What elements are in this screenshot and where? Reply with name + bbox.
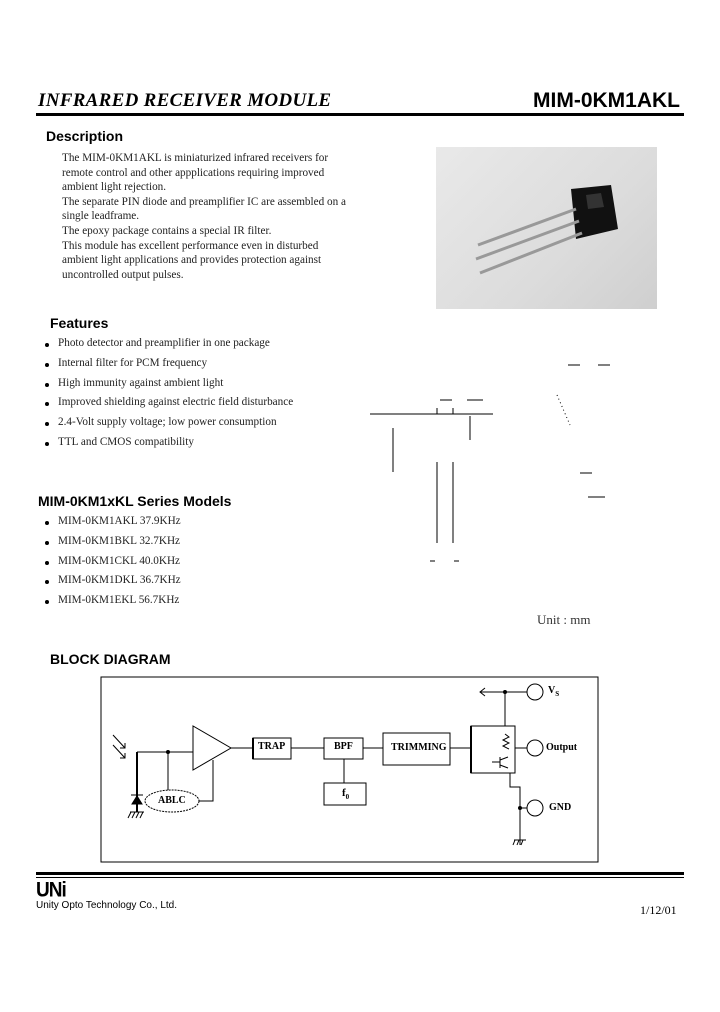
product-photo [436, 147, 657, 309]
unit-label: Unit : mm [537, 612, 591, 627]
list-item: Improved shielding against electric field disturbance [44, 396, 293, 416]
list-item: High immunity against ambient light [44, 377, 293, 397]
list-item: MIM-0KM1BKL 32.7KHz [44, 535, 181, 555]
footer-rule-thin [36, 877, 684, 878]
dimension-drawing [330, 360, 650, 610]
features-list [44, 337, 293, 456]
diagram-frame [101, 677, 598, 862]
gnd-label: GND [549, 802, 572, 813]
series-list [44, 515, 181, 614]
company-name: Unity Opto Technology Co., Ltd. [36, 900, 178, 911]
ablc-label: ABLC [158, 795, 186, 806]
f0-text: f [342, 787, 346, 799]
footer-rule [36, 872, 684, 875]
list-item: MIM-0KM1EKL 56.7KHz [44, 594, 181, 614]
vs-label [548, 685, 559, 698]
amplifier-icon [193, 726, 231, 770]
series-heading: MIM-0KM1xKL Series Models [38, 493, 232, 509]
output-stage-block [471, 726, 515, 773]
description-paragraph: The separate PIN diode and preamplifier IC are assembled on a single leadframe. [62, 195, 346, 223]
bpf-label: BPF [334, 741, 353, 752]
list-item: MIM-0KM1DKL 36.7KHz [44, 574, 181, 594]
output-terminal [527, 740, 543, 756]
list-item: MIM-0KM1CKL 40.0KHz [44, 555, 181, 575]
vs-terminal [527, 684, 543, 700]
description-paragraph: The epoxy package contains a special IR filter. [62, 224, 272, 237]
photodiode-icon [131, 752, 143, 812]
block-diagram-heading: BLOCK DIAGRAM [50, 651, 171, 667]
document-title: INFRARED RECEIVER MODULE [38, 90, 332, 111]
description-text [62, 151, 352, 282]
vs-text: V [548, 685, 556, 696]
ground-icon [513, 840, 526, 845]
description-paragraph: This module has excellent performance even in disturbed ambient light applications and provides protection against uncontrolled output pulses. [62, 239, 322, 281]
document-date: 1/12/01 [640, 903, 677, 917]
output-label: Output [546, 742, 578, 753]
vs-subscript: S [555, 690, 560, 698]
list-item: 2.4-Volt supply voltage; low power consumption [44, 416, 293, 436]
list-item: Internal filter for PCM frequency [44, 357, 293, 377]
part-number: MIM-0KM1AKL [533, 89, 680, 112]
description-paragraph: The MIM-0KM1AKL is miniaturized infrared receivers for remote control and other appplications requiring improved ambient light rejection. [62, 152, 329, 194]
header-rule [36, 113, 684, 116]
light-arrows-icon [113, 735, 125, 758]
list-item: MIM-0KM1AKL 37.9KHz [44, 515, 181, 535]
features-heading: Features [50, 315, 109, 331]
trimming-label: TRIMMING [391, 742, 447, 753]
list-item: TTL and CMOS compatibility [44, 436, 293, 456]
ground-icon [128, 812, 144, 818]
f0-subscript: 0 [345, 793, 350, 802]
f0-label [342, 787, 349, 801]
list-item: Photo detector and preamplifier in one package [44, 337, 293, 357]
trap-label: TRAP [258, 741, 286, 752]
description-heading: Description [46, 128, 124, 144]
gnd-terminal [527, 800, 543, 816]
product-image [436, 147, 657, 309]
transistor-icon [492, 734, 509, 768]
company-logo: UNi [36, 878, 66, 902]
